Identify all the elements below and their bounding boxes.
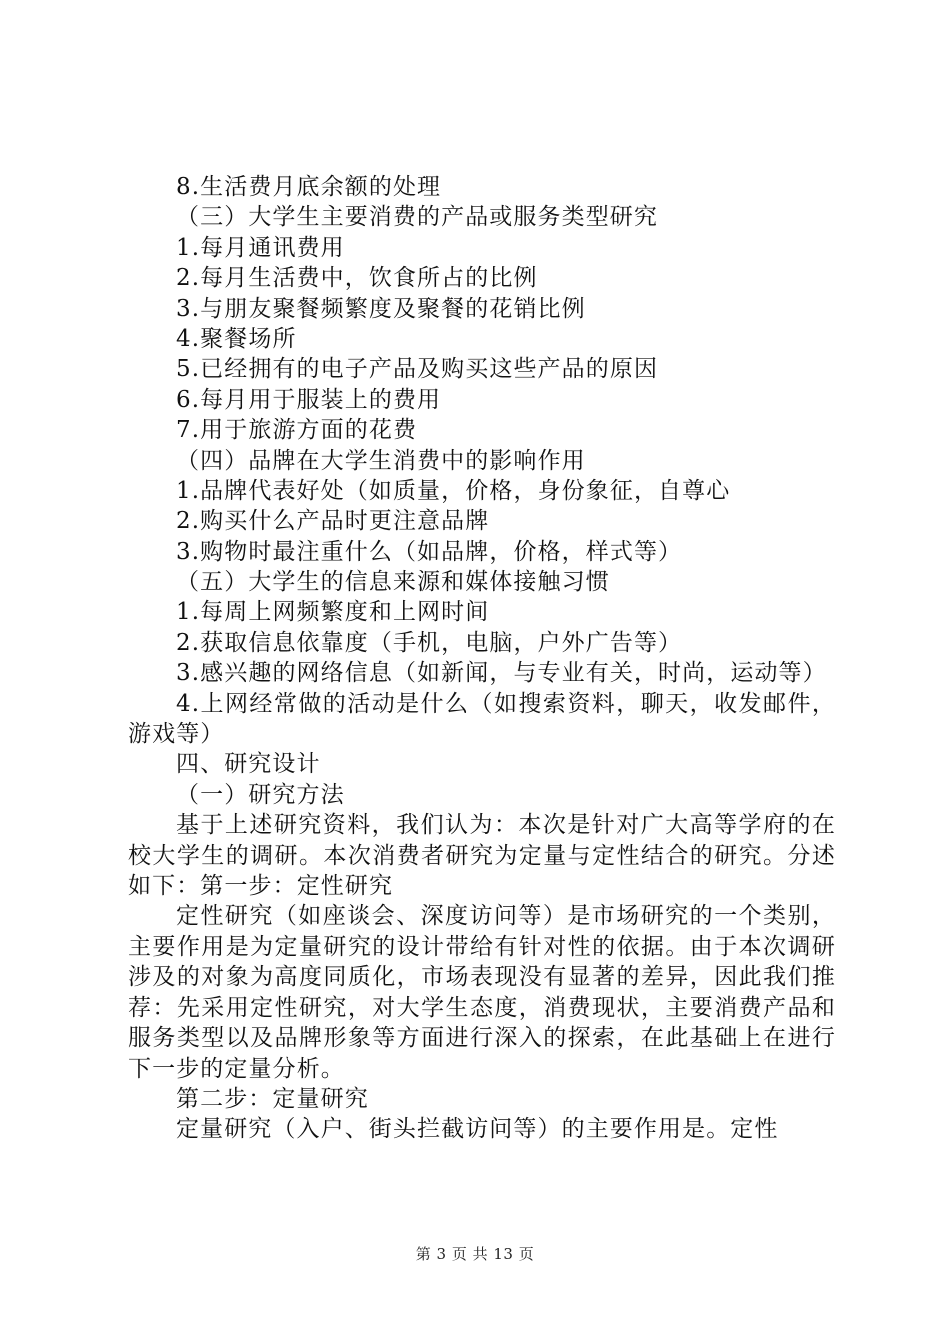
list-item: 3.购物时最注重什么（如品牌，价格，样式等） — [176, 538, 683, 565]
list-item: 4.聚餐场所 — [176, 325, 297, 352]
step-heading: 第二步：定量研究 — [176, 1085, 369, 1112]
section-heading: （三）大学生主要消费的产品或服务类型研究 — [176, 204, 658, 231]
list-item: 2.每月生活费中，饮食所占的比例 — [176, 265, 538, 292]
paragraph-quantitative: 定量研究（入户、街头拦截访问等）的主要作用是。定性 — [176, 1116, 779, 1143]
list-item-online-activities: 4.上网经常做的活动是什么（如搜索资料，聊天，收发邮件，游戏等） — [128, 690, 836, 748]
paragraph-basis: 基于上述研究资料，我们认为：本次是针对广大高等学府的在校大学生的调研。本次消费者研究为定量与定性结合的研究。分述如下：第一步：定性研究 — [128, 812, 836, 900]
section-heading: （五）大学生的信息来源和媒体接触习惯 — [176, 569, 610, 596]
list-item: 5.已经拥有的电子产品及购买这些产品的原因 — [176, 356, 659, 383]
document-body — [128, 172, 836, 1145]
list-item: 1.每月通讯费用 — [176, 234, 345, 261]
section-heading: （一）研究方法 — [176, 781, 345, 808]
list-item: 6.每月用于服装上的费用 — [176, 386, 442, 413]
list-item: 8.生活费月底余额的处理 — [176, 174, 442, 200]
list-item-internet-interests: 3.感兴趣的网络信息（如新闻，与专业有关，时尚，运动等） — [176, 660, 827, 687]
list-item: 2.获取信息依靠度（手机，电脑，户外广告等） — [176, 629, 683, 656]
page-footer: 第 3 页 共 13 页 — [415, 1245, 535, 1263]
list-item: 1.品牌代表好处（如质量，价格，身份象征，自尊心 — [176, 477, 731, 504]
list-item: 2.购买什么产品时更注意品牌 — [176, 508, 490, 535]
chapter-heading: 四、研究设计 — [176, 751, 321, 778]
list-item: 3.与朋友聚餐频繁度及聚餐的花销比例 — [176, 295, 586, 322]
list-item: 1.每周上网频繁度和上网时间 — [176, 599, 490, 626]
section-heading: （四）品牌在大学生消费中的影响作用 — [176, 447, 586, 474]
list-item: 7.用于旅游方面的花费 — [176, 417, 418, 444]
paragraph-qualitative: 定性研究（如座谈会、深度访问等）是市场研究的一个类别，主要作用是为定量研究的设计带给有针对性的依据。由于本次调研涉及的对象为高度同质化，市场表现没有显著的差异，因此我们推荐：先采用定性研究，对大学生态度，消费现状，主要消费产品和服务类型以及品牌形象等方面进行深入的探索，在此基础上在进行下一步的定量分析。 — [128, 903, 836, 1082]
